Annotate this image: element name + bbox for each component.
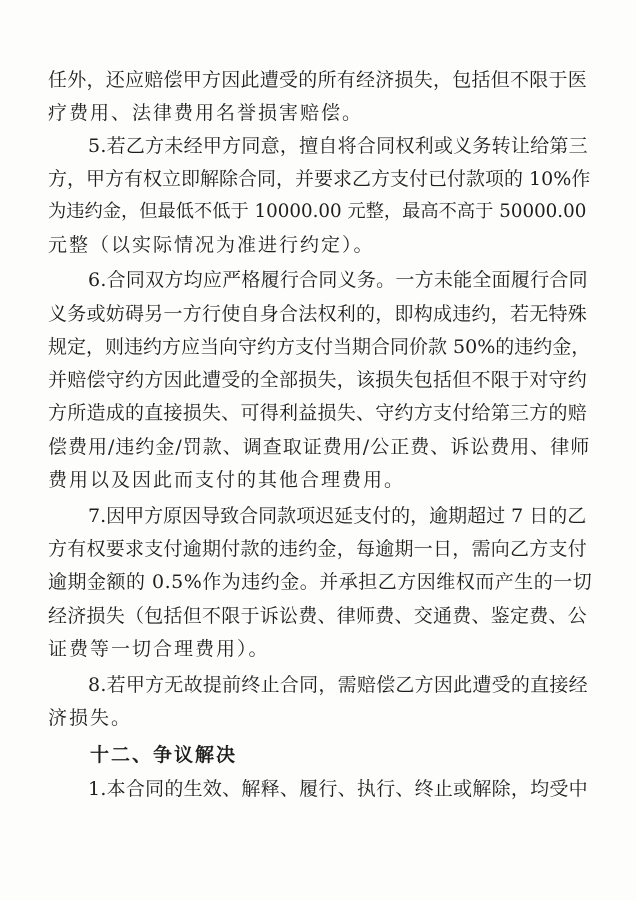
clause-5-line-3: 为违约金，但最低不低于 10000.00 元整，最高不高于 50000.00 xyxy=(48,201,587,222)
clause-5-line-1: 5.若乙方未经甲方同意，擅自将合同权利或义务转让给第三 xyxy=(88,135,588,157)
clause-8-line-1: 8.若甲方无故提前终止合同，需赔偿乙方因此遭受的直接经 xyxy=(88,674,588,696)
clause-6-line-2: 义务或妨碍另一方行使自身合法权利的，即构成违约，若无特殊 xyxy=(48,303,588,325)
clause-5-line-2: 方，甲方有权立即解除合同，并要求乙方支付已付款项的 10%作 xyxy=(48,168,591,190)
clause-7-line-4: 经济损失（包括但不限于诉讼费、律师费、交通费、鉴定费、公 xyxy=(48,605,588,627)
clause-7-line-3: 逾期金额的 0.5%作为违约金。并承担乙方因维权而产生的一切 xyxy=(48,571,592,593)
clause-7-line-2: 方有权要求支付逾期付款的违约金，每逾期一日，需向乙方支付 xyxy=(48,538,588,560)
section-heading: 十二、争议解决 xyxy=(90,744,238,766)
text-line-2: 疗费用、法律费用名誉损害赔偿。 xyxy=(48,102,364,124)
clause-6-line-4: 并赔偿守约方因此遭受的全部损失，该损失包括但不限于对守约 xyxy=(48,369,588,391)
clause-6-line-6: 偿费用/违约金/罚款、调查取证费用/公正费、诉讼费用、律师 xyxy=(48,436,591,458)
clause-7-line-1: 7.因甲方原因导致合同款项迟延支付的，逾期超过 7 日的乙 xyxy=(88,505,587,527)
clause-6-line-1: 6.合同双方均应严格履行合同义务。一方未能全面履行合同 xyxy=(88,269,588,291)
clause-8-line-2: 济损失。 xyxy=(48,707,133,729)
text-line-1: 任外，还应赔偿甲方因此遭受的所有经济损失，包括但不限于医 xyxy=(48,69,588,91)
clause-5-line-4: 元整（以实际情况为准进行约定）。 xyxy=(48,234,375,256)
clause-6-line-5: 方所造成的直接损失、可得利益损失、守约方支付给第三方的赔 xyxy=(48,402,588,424)
clause-6-line-3: 规定，则违约方应当向守约方支付当期合同价款 50%的违约金， xyxy=(48,336,591,358)
clause-6-line-7: 费用以及因此而支付的其他合理费用。 xyxy=(48,469,406,491)
clause-7-line-5: 证费等一切合理费用）。 xyxy=(48,638,270,660)
section-12-clause-1-line-1: 1.本合同的生效、解释、履行、执行、终止或解除，均受中 xyxy=(88,778,588,800)
